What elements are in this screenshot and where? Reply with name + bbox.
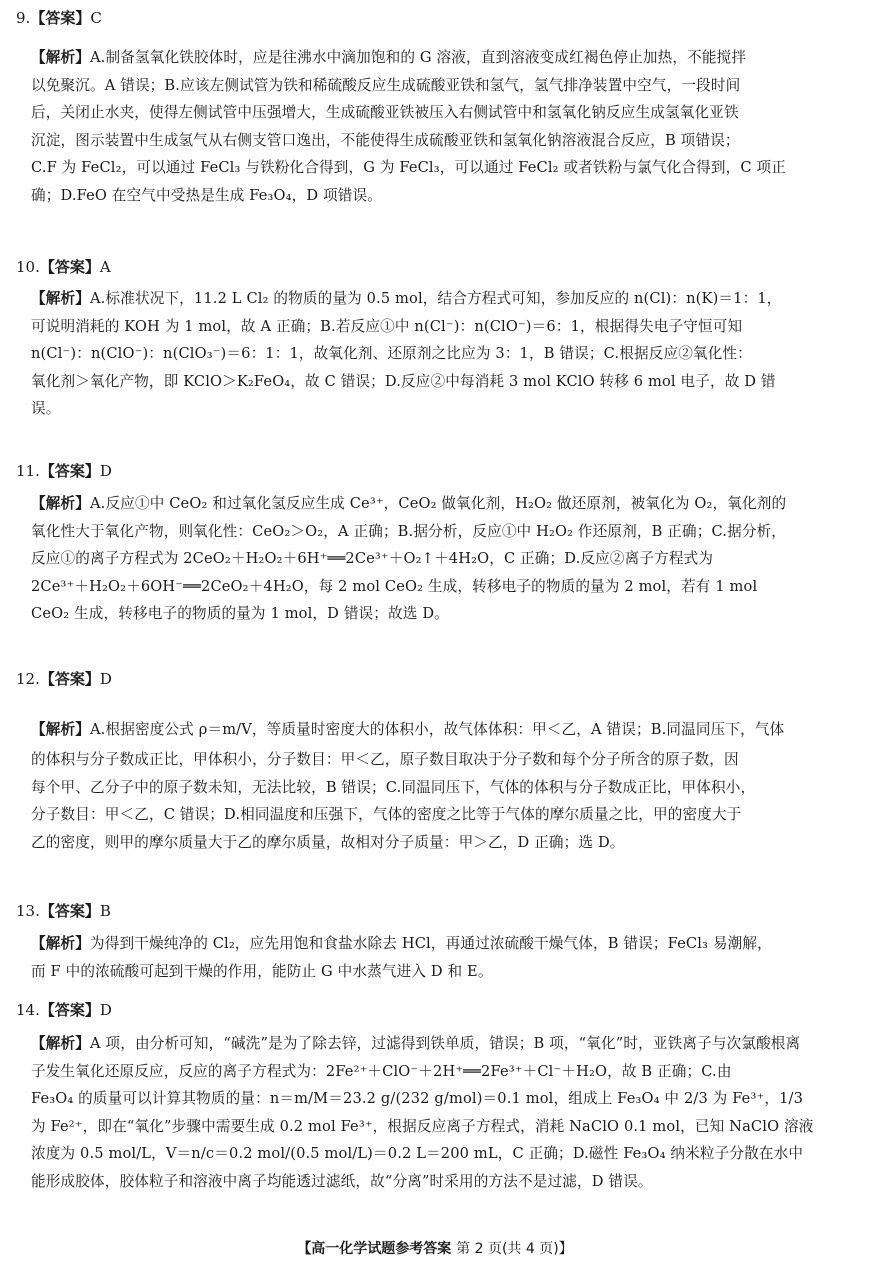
answer-value: A (99, 258, 111, 276)
question-13-header (16, 901, 111, 921)
analysis-label: 【解析】 (31, 495, 90, 512)
answer-value: C (90, 9, 102, 27)
analysis-line: Fe₃O₄ 的质量可以计算其物质的量：n＝m/M＝23.2 g/(232 g/mol)＝0.1 mol，组成上 Fe₃O₄ 中 2/3 为 Fe³⁺，1/3 (31, 1090, 804, 1107)
question-14-analysis (31, 1030, 851, 1195)
analysis-line: 浓度为 0.5 mol/L，V＝n/c＝0.2 mol/(0.5 mol/L)＝0.2 L＝200 mL，C 正确；D.磁性 Fe₃O₄ 纳米粒子分散在水中 (31, 1145, 804, 1162)
analysis-line: 为得到干燥纯净的 Cl₂，应先用饱和食盐水除去 HCl，再通过浓硫酸干燥气体，B 错误；FeCl₃ 易潮解， (89, 935, 772, 952)
analysis-line: 子发生氧化还原反应，反应的离子方程式为：2Fe²⁺＋ClO⁻＋2H⁺══2Fe³⁺＋Cl⁻＋H₂O，故 B 正确；C.由 (31, 1062, 732, 1080)
analysis-label: 【解析】 (31, 935, 90, 952)
answer-tag: 【答案】 (39, 902, 100, 920)
analysis-line: 而 F 中的浓硫酸可起到干燥的作用，能防止 G 中水蒸气进入 D 和 E。 (31, 962, 493, 980)
footer-page-number: 第 2 页(共 4 页)】 (456, 1241, 573, 1257)
analysis-label: 【解析】 (31, 290, 90, 307)
analysis-line: 确；D.FeO 在空气中受热是生成 Fe₃O₄，D 项错误。 (31, 186, 382, 204)
analysis-line: n(Cl⁻)：n(ClO⁻)：n(ClO₃⁻)＝6：1：1，故氧化剂、还原剂之比应为 3：1，B 错误；C.根据反应②氧化性： (31, 345, 752, 362)
question-9-analysis (31, 44, 851, 209)
answer-value: D (99, 1001, 112, 1019)
analysis-line: A.根据密度公式 ρ＝m/V，等质量时密度大的体积小，故气体体积：甲＜乙，A 错误；B.同温同压下，气体 (89, 721, 785, 738)
answer-tag: 【答案】 (39, 258, 100, 276)
question-11-analysis (31, 490, 851, 628)
page-footer (0, 1238, 870, 1258)
answer-tag: 【答案】 (30, 9, 91, 27)
analysis-line: A 项，由分析可知，“碱洗”是为了除去锌，过滤得到铁单质，错误；B 项，“氧化”时，亚铁离子与次氯酸根离 (89, 1035, 801, 1052)
question-12-header (16, 669, 112, 689)
footer-title: 【高一化学试题参考答案 (297, 1241, 452, 1257)
analysis-label: 【解析】 (31, 1035, 90, 1052)
analysis-line: A.制备氢氧化铁胶体时，应是往沸水中滴加饱和的 G 溶液，直到溶液变成红褐色停止加热，不能搅拌 (89, 49, 747, 66)
question-10-header (16, 257, 111, 277)
analysis-line: 沉淀，图示装置中生成氢气从右侧支管口逸出，不能使得生成硫酸亚铁和氢氧化钠溶液混合反应，B 项错误； (31, 131, 740, 149)
analysis-line: 每个甲、乙分子中的原子数未知，无法比较，B 错误；C.同温同压下，气体的体积与分子数成正比，甲体积小， (31, 778, 756, 796)
analysis-line: 误。 (31, 400, 61, 417)
question-9-header (16, 8, 102, 28)
analysis-line: 能形成胶体，胶体粒子和溶液中离子均能透过滤纸，故“分离”时采用的方法不是过滤，D 错误。 (31, 1172, 653, 1190)
question-number: 14. (16, 1001, 40, 1019)
answer-value: D (99, 462, 112, 480)
question-number: 10. (16, 258, 40, 276)
answer-value: B (99, 902, 111, 920)
analysis-line: 氧化剂＞氧化产物，即 KClO＞K₂FeO₄，故 C 错误；D.反应②中每消耗 3 mol KClO 转移 6 mol 电子，故 D 错 (31, 372, 776, 390)
analysis-line: A.标准状况下，11.2 L Cl₂ 的物质的量为 0.5 mol，结合方程式可知，参加反应的 n(Cl)：n(K)＝1：1， (89, 290, 782, 307)
analysis-line: 以免聚沉。A 错误；B.应该左侧试管为铁和稀硫酸反应生成硫酸亚铁和氢气，氢气排净装置中空气，一段时间 (31, 76, 741, 94)
analysis-line: A.反应①中 CeO₂ 和过氧化氢反应生成 Ce³⁺，CeO₂ 做氧化剂，H₂O₂ 做还原剂，被氧化为 O₂，氧化剂的 (89, 495, 787, 512)
analysis-line: 分子数目：甲＜乙，C 错误；D.相同温度和压强下，气体的密度之比等于气体的摩尔质量之比，甲的密度大于 (31, 806, 742, 823)
analysis-line: 反应①的离子方程式为 2CeO₂＋H₂O₂＋6H⁺══2Ce³⁺＋O₂↑＋4H₂O，C 正确；D.反应②离子方程式为 (31, 550, 714, 567)
analysis-line: C.F 为 FeCl₂，可以通过 FeCl₃ 与铁粉化合得到，G 为 FeCl₃，可以通过 FeCl₂ 或者铁粉与氯气化合得到，C 项正 (31, 159, 786, 176)
question-number: 9. (16, 9, 31, 27)
answer-tag: 【答案】 (39, 462, 100, 480)
question-number: 12. (16, 670, 40, 688)
analysis-label: 【解析】 (31, 721, 90, 738)
question-number: 11. (16, 462, 40, 480)
question-13-analysis (31, 930, 851, 985)
analysis-line: 2Ce³⁺＋H₂O₂＋6OH⁻══2CeO₂＋4H₂O，每 2 mol CeO₂ 生成，转移电子的物质的量为 2 mol，若有 1 mol (31, 577, 758, 595)
answer-tag: 【答案】 (39, 670, 100, 688)
analysis-line: 的体积与分子数成正比，甲体积小，分子数目：甲＜乙，原子数目取决于分子数和每个分子所含的原子数，因 (31, 751, 739, 768)
analysis-line: 氧化性大于氧化产物，则氧化性：CeO₂＞O₂，A 正确；B.据分析，反应①中 H₂O₂ 作还原剂，B 正确；C.据分析， (31, 522, 787, 540)
answer-tag: 【答案】 (39, 1001, 100, 1019)
analysis-line: CeO₂ 生成，转移电子的物质的量为 1 mol，D 错误；故选 D。 (31, 605, 449, 622)
analysis-line: 乙的密度，则甲的摩尔质量大于乙的摩尔质量，故相对分子质量：甲＞乙，D 正确；选 D。 (31, 833, 625, 851)
analysis-label: 【解析】 (31, 49, 90, 66)
answer-value: D (99, 670, 112, 688)
analysis-line: 为 Fe²⁺，即在“氧化”步骤中需要生成 0.2 mol Fe³⁺，根据反应离子方程式，消耗 NaClO 0.1 mol，已知 NaClO 溶液 (31, 1117, 814, 1135)
question-10-analysis (31, 285, 851, 423)
analysis-line: 可说明消耗的 KOH 为 1 mol，故 A 正确；B.若反应①中 n(Cl⁻)：n(ClO⁻)＝6：1，根据得失电子守恒可知 (31, 317, 743, 335)
question-12-analysis (31, 714, 851, 856)
question-14-header (16, 1000, 112, 1020)
question-number: 13. (16, 902, 40, 920)
question-11-header (16, 461, 112, 481)
analysis-line: 后，关闭止水夹，使得左侧试管中压强增大，生成硫酸亚铁被压入右侧试管中和氢氧化钠反应生成氢氧化亚铁 (31, 104, 739, 121)
